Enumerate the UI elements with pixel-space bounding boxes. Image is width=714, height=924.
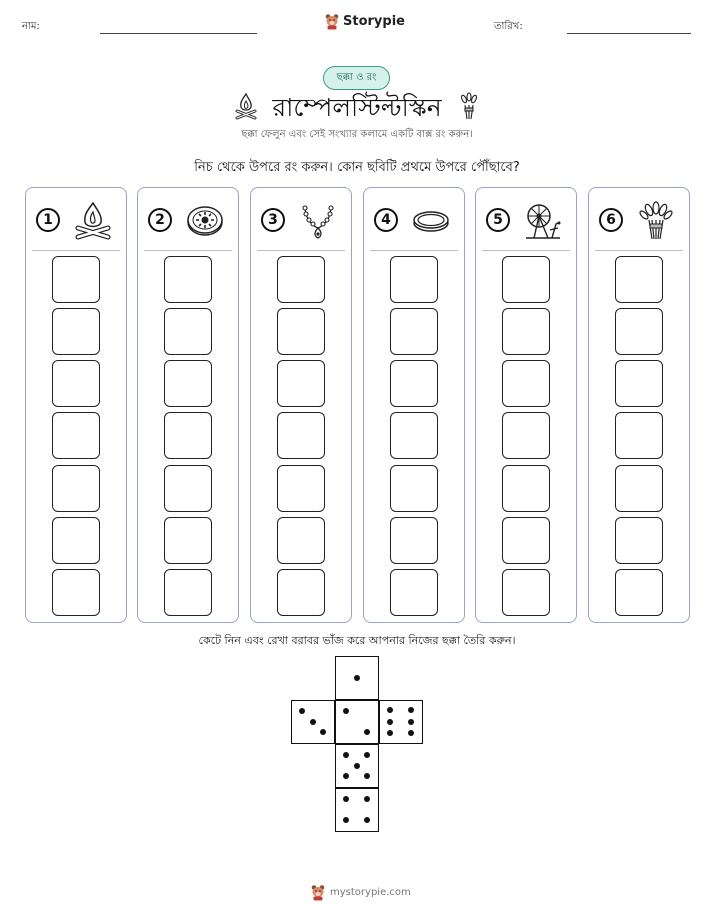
dice-pip <box>387 707 393 713</box>
column-divider <box>595 250 683 251</box>
column-number: 4 <box>374 208 398 232</box>
necklace-icon <box>297 200 339 240</box>
dice-pip <box>387 719 393 725</box>
color-box[interactable] <box>390 465 438 512</box>
page-title: রাম্পেলস্টিল্টস্কিন <box>272 93 442 122</box>
color-box[interactable] <box>502 465 550 512</box>
brand-name: Storypie <box>343 14 405 29</box>
dice-pip <box>364 729 370 735</box>
column-1 <box>25 187 127 623</box>
color-box[interactable] <box>502 569 550 616</box>
color-box[interactable] <box>52 465 100 512</box>
dice-pip <box>299 708 305 714</box>
dice-pip <box>354 763 360 769</box>
color-box[interactable] <box>615 256 663 303</box>
dice-face-2 <box>335 700 379 744</box>
dice-pip <box>387 730 393 736</box>
color-box[interactable] <box>390 360 438 407</box>
color-box[interactable] <box>164 412 212 459</box>
column-divider <box>144 250 232 251</box>
spinning-wheel-icon <box>522 200 564 240</box>
straw-bundle-icon <box>456 92 482 120</box>
column-divider <box>257 250 345 251</box>
dice-pip <box>408 707 414 713</box>
straw-bundle-icon <box>635 200 677 240</box>
color-box[interactable] <box>164 465 212 512</box>
column-divider <box>32 250 120 251</box>
color-box[interactable] <box>164 569 212 616</box>
color-box[interactable] <box>390 412 438 459</box>
name-line[interactable] <box>100 33 257 34</box>
column-number: 6 <box>599 208 623 232</box>
name-label: নাম: <box>22 21 40 32</box>
color-box[interactable] <box>277 412 325 459</box>
dice-pip <box>343 752 349 758</box>
date-label: তারিখ: <box>494 21 523 32</box>
dice-face-3 <box>291 700 335 744</box>
cut-instruction: কেটে নিন এবং রেখা বরাবর ভাঁজ করে আপনার নিজের ছক্কা তৈরি করুন। <box>198 634 516 647</box>
color-box[interactable] <box>390 256 438 303</box>
dice-pip <box>320 729 326 735</box>
color-box[interactable] <box>52 256 100 303</box>
color-box[interactable] <box>390 569 438 616</box>
color-box[interactable] <box>52 412 100 459</box>
column-2 <box>137 187 239 623</box>
column-4 <box>363 187 465 623</box>
dice-pip <box>343 708 349 714</box>
color-box[interactable] <box>502 256 550 303</box>
color-box[interactable] <box>615 517 663 564</box>
storypie-bear-icon <box>325 13 339 30</box>
column-divider <box>370 250 458 251</box>
dice-face-6 <box>379 700 423 744</box>
color-box[interactable] <box>277 517 325 564</box>
column-number: 3 <box>261 208 285 232</box>
color-box[interactable] <box>615 569 663 616</box>
color-box[interactable] <box>164 360 212 407</box>
dice-pip <box>343 817 349 823</box>
color-box[interactable] <box>277 465 325 512</box>
color-box[interactable] <box>615 308 663 355</box>
color-box[interactable] <box>615 412 663 459</box>
dice-pip <box>364 817 370 823</box>
dice-face-5 <box>335 744 379 788</box>
color-box[interactable] <box>277 569 325 616</box>
dice-pip <box>310 719 316 725</box>
color-box[interactable] <box>164 517 212 564</box>
color-box[interactable] <box>277 256 325 303</box>
subtitle: ছক্কা ফেলুন এবং সেই সংখ্যার কলামে একটি বাক্স রং করুন। <box>241 129 473 140</box>
color-box[interactable] <box>52 517 100 564</box>
column-number: 1 <box>36 208 60 232</box>
dice-pip <box>408 719 414 725</box>
color-box[interactable] <box>615 465 663 512</box>
color-box[interactable] <box>52 308 100 355</box>
dice-pip <box>364 752 370 758</box>
footer <box>311 884 411 901</box>
dice-pip <box>343 773 349 779</box>
color-box[interactable] <box>615 360 663 407</box>
color-box[interactable] <box>277 360 325 407</box>
coin-icon <box>184 200 226 240</box>
color-box[interactable] <box>52 569 100 616</box>
column-number: 2 <box>148 208 172 232</box>
dice-pip <box>364 773 370 779</box>
storypie-bear-icon <box>311 884 325 901</box>
column-5 <box>475 187 577 623</box>
color-box[interactable] <box>277 308 325 355</box>
dice-face-1 <box>335 656 379 700</box>
footer-url: mystorypie.com <box>330 887 411 898</box>
color-box[interactable] <box>390 517 438 564</box>
brand <box>325 13 405 30</box>
campfire-icon <box>72 200 114 240</box>
column-divider <box>482 250 570 251</box>
activity-badge: ছক্কা ও রং <box>323 66 390 90</box>
color-box[interactable] <box>502 360 550 407</box>
dice-pip <box>408 730 414 736</box>
dice-pip <box>364 796 370 802</box>
color-box[interactable] <box>502 412 550 459</box>
color-box[interactable] <box>390 308 438 355</box>
color-box[interactable] <box>164 256 212 303</box>
coloring-instruction: নিচ থেকে উপরে রং করুন। কোন ছবিটি প্রথমে উপরে পৌঁছাবে? <box>194 160 520 175</box>
column-3 <box>250 187 352 623</box>
column-6 <box>588 187 690 623</box>
date-line[interactable] <box>567 33 691 34</box>
color-box[interactable] <box>52 360 100 407</box>
dice-pip <box>354 675 360 681</box>
color-box[interactable] <box>164 308 212 355</box>
column-number: 5 <box>486 208 510 232</box>
color-box[interactable] <box>502 517 550 564</box>
dice-pip <box>343 796 349 802</box>
dice-face-4 <box>335 788 379 832</box>
ring-icon <box>410 200 452 240</box>
color-box[interactable] <box>502 308 550 355</box>
